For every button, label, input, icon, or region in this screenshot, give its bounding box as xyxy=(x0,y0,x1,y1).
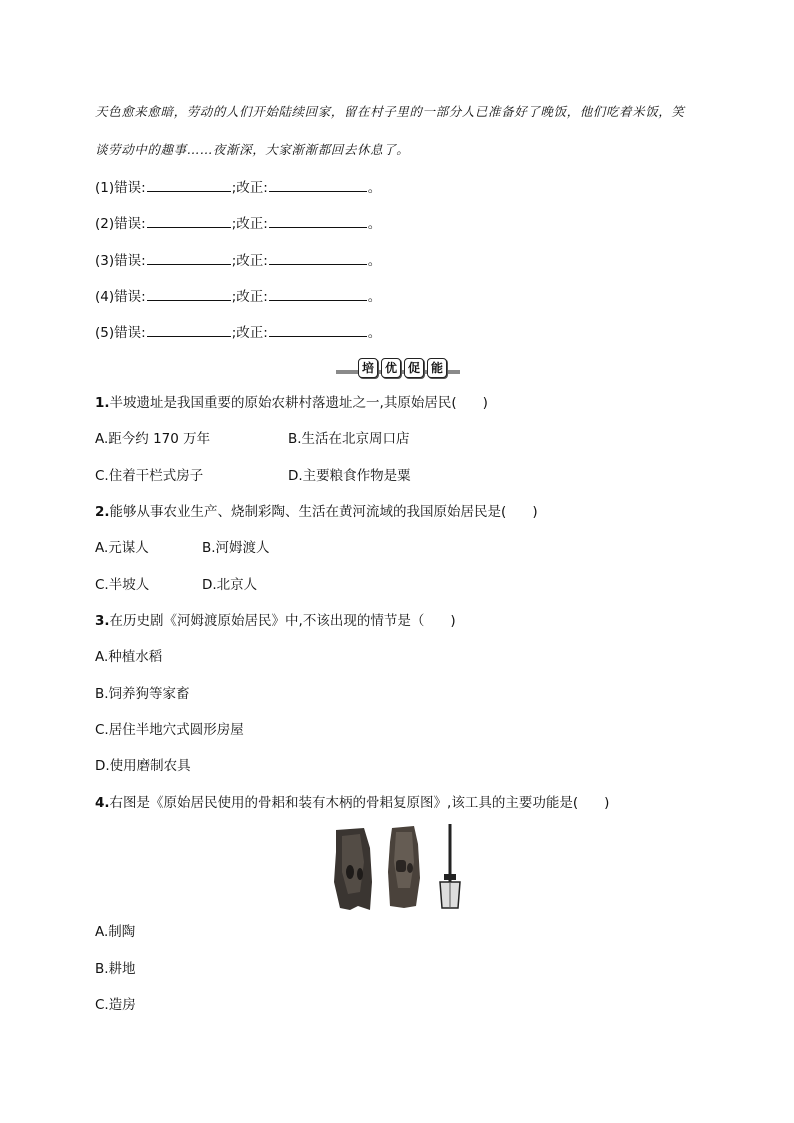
fix-blank[interactable] xyxy=(269,323,367,337)
question-close: ) xyxy=(532,504,538,520)
fix-label: ;改正: xyxy=(231,325,268,341)
item-number: (5) xyxy=(95,325,115,341)
question-stem: 右图是《原始居民使用的骨耜和装有木柄的骨耜复原图》,该工具的主要功能是( xyxy=(109,795,579,811)
option-b[interactable]: B.生活在北京周口店 xyxy=(288,431,410,447)
fix-label: ;改正: xyxy=(231,253,268,269)
fill-item-3 xyxy=(95,251,381,270)
question-3 xyxy=(95,612,456,630)
item-number: (3) xyxy=(95,253,115,269)
error-blank[interactable] xyxy=(147,214,231,228)
option-c[interactable]: C.住着干栏式房子 xyxy=(95,468,204,484)
question-stem: 在历史剧《河姆渡原始居民》中,不该出现的情节是（ xyxy=(109,613,425,629)
fix-blank[interactable] xyxy=(269,214,367,228)
question-close: ) xyxy=(604,795,610,811)
section-banner xyxy=(336,358,460,382)
fix-label: ;改正: xyxy=(231,180,268,196)
question-stem: 能够从事农业生产、烧制彩陶、生活在黄河流域的我国原始居民是( xyxy=(109,504,507,520)
q3-option-b[interactable]: B.饲养狗等家畜 xyxy=(95,686,190,702)
question-number: 1. xyxy=(95,395,110,411)
q2-options-row-2 xyxy=(95,576,258,594)
question-stem: 半坡遗址是我国重要的原始农耕村落遗址之一,其原始居民( xyxy=(109,395,457,411)
fix-blank[interactable] xyxy=(269,251,367,265)
option-d[interactable]: D.北京人 xyxy=(202,577,258,593)
error-blank[interactable] xyxy=(147,287,231,301)
bone-spade-right xyxy=(388,826,420,908)
banner-char: 能 xyxy=(427,358,447,378)
banner-char: 促 xyxy=(404,358,424,378)
error-blank[interactable] xyxy=(147,251,231,265)
q1-options-row-2 xyxy=(95,467,411,485)
q3-option-a[interactable]: A.种植水稻 xyxy=(95,649,163,665)
bone-spade-left xyxy=(334,828,372,910)
q1-options-row-1 xyxy=(95,430,410,448)
end-mark: 。 xyxy=(367,180,382,196)
option-b[interactable]: B.河姆渡人 xyxy=(202,540,270,556)
q4-option-b[interactable]: B.耕地 xyxy=(95,961,136,977)
question-close: ) xyxy=(482,395,488,411)
fill-item-4 xyxy=(95,287,381,306)
option-c[interactable]: C.半坡人 xyxy=(95,577,150,593)
option-a[interactable]: A.元谋人 xyxy=(95,540,149,556)
intro-line-2: 谈劳动中的趣事……夜渐深，大家渐渐都回去休息了。 xyxy=(95,142,410,157)
error-blank[interactable] xyxy=(147,178,231,192)
banner-char: 优 xyxy=(381,358,401,378)
end-mark: 。 xyxy=(367,325,382,341)
end-mark: 。 xyxy=(367,289,382,305)
fill-item-2 xyxy=(95,214,381,233)
bone-spade-figure xyxy=(330,822,464,914)
error-label: 错误: xyxy=(114,289,146,305)
end-mark: 。 xyxy=(367,253,382,269)
q2-options-row-1 xyxy=(95,539,270,557)
question-number: 2. xyxy=(95,504,110,520)
q3-option-d[interactable]: D.使用磨制农具 xyxy=(95,758,191,774)
fix-label: ;改正: xyxy=(231,289,268,305)
question-number: 3. xyxy=(95,613,110,629)
error-label: 错误: xyxy=(114,216,146,232)
fix-blank[interactable] xyxy=(269,287,367,301)
hafted-spade-diagram xyxy=(440,824,460,908)
error-label: 错误: xyxy=(114,180,146,196)
error-label: 错误: xyxy=(114,253,146,269)
end-mark: 。 xyxy=(367,216,382,232)
question-number: 4. xyxy=(95,795,110,811)
q4-option-a[interactable]: A.制陶 xyxy=(95,924,136,940)
fix-label: ;改正: xyxy=(231,216,268,232)
error-label: 错误: xyxy=(114,325,146,341)
question-4 xyxy=(95,794,609,812)
fill-item-1 xyxy=(95,178,381,197)
item-number: (1) xyxy=(95,180,115,196)
fix-blank[interactable] xyxy=(269,178,367,192)
fill-item-5 xyxy=(95,323,381,342)
error-blank[interactable] xyxy=(147,323,231,337)
q3-option-c[interactable]: C.居住半地穴式圆形房屋 xyxy=(95,722,244,738)
option-a[interactable]: A.距今约 170 万年 xyxy=(95,431,211,447)
question-close: ) xyxy=(450,613,456,629)
question-2 xyxy=(95,503,538,521)
q4-option-c[interactable]: C.造房 xyxy=(95,997,136,1013)
option-d[interactable]: D.主要粮食作物是粟 xyxy=(288,468,411,484)
intro-line-1: 天色愈来愈暗，劳动的人们开始陆续回家，留在村子里的一部分人已准备好了晚饭，他们吃着米饭，笑 xyxy=(95,104,685,119)
item-number: (4) xyxy=(95,289,115,305)
question-1 xyxy=(95,394,488,412)
item-number: (2) xyxy=(95,216,115,232)
banner-char: 培 xyxy=(358,358,378,378)
